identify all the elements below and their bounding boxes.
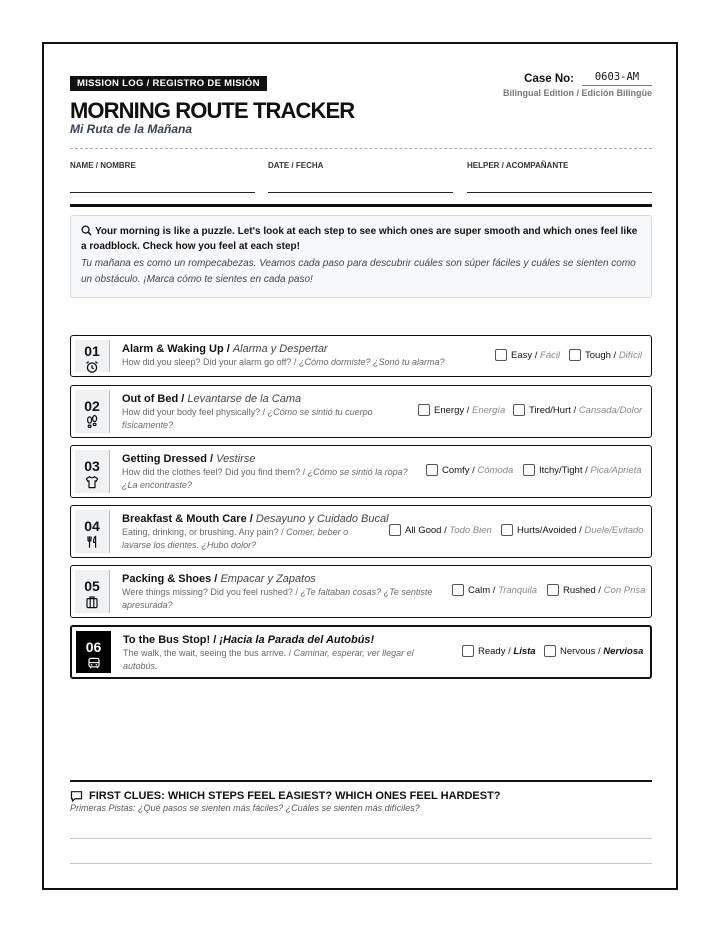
page-subtitle: Mi Ruta de la Mañana bbox=[70, 122, 193, 136]
step-number-box bbox=[76, 631, 111, 673]
step-number: 02 bbox=[84, 398, 100, 414]
step-text bbox=[123, 633, 414, 673]
worksheet-page bbox=[42, 42, 678, 890]
option-label-es: Duele/Evitado bbox=[584, 524, 644, 536]
step-text bbox=[122, 452, 408, 492]
step-question-line-2 bbox=[122, 479, 408, 492]
checkbox-square[interactable] bbox=[501, 524, 513, 536]
step-title-es: Empacar y Zapatos bbox=[220, 573, 316, 585]
step-number: 06 bbox=[85, 639, 102, 655]
alarm-clock-icon bbox=[85, 360, 99, 374]
step-number: 04 bbox=[84, 518, 100, 534]
helper-write-line bbox=[467, 192, 652, 193]
answer-line-1[interactable] bbox=[70, 838, 652, 839]
step-question-es: Caminar, esperar, ver llegar el bbox=[293, 648, 414, 658]
checkbox-square[interactable] bbox=[523, 464, 535, 476]
helper-field-label: HELPER / ACOMPAÑANTE bbox=[467, 161, 569, 170]
clues-title-text: FIRST CLUES: WHICH STEPS FEEL EASIEST? WHICH ONES FEEL HARDEST? bbox=[89, 790, 501, 802]
step-question-en: How did your body feel physically? / bbox=[122, 407, 266, 417]
header-divider bbox=[70, 148, 652, 149]
option-label-es: Difícil bbox=[618, 349, 643, 361]
step-number-box bbox=[75, 390, 110, 433]
checkbox-itchy-tight[interactable] bbox=[523, 464, 642, 476]
checkbox-ready[interactable] bbox=[462, 645, 536, 657]
step-title-en: Packing & Shoes / bbox=[122, 573, 218, 585]
option-label-en: Hurts/Avoided / bbox=[517, 524, 582, 536]
info-fields bbox=[70, 161, 652, 193]
name-write-line bbox=[70, 192, 255, 193]
checkbox-square[interactable] bbox=[462, 645, 474, 657]
step-question-es: Comer, beber o bbox=[286, 527, 349, 537]
option-label-en: Energy / bbox=[434, 404, 470, 416]
checkbox-square[interactable] bbox=[547, 584, 559, 596]
step-title-es: Levantarse de la Cama bbox=[187, 393, 302, 405]
mission-log-tag: MISSION LOG / REGISTRO DE MISIÓN bbox=[70, 76, 267, 91]
checkbox-tough[interactable] bbox=[569, 349, 642, 361]
intro-en-text: Your morning is like a puzzle. Let's look at each step to see which ones are super smooth and which ones feel like a roadblock. Check how you feel at each step! bbox=[81, 226, 638, 252]
step-number-box bbox=[75, 510, 110, 553]
shirt-icon bbox=[85, 475, 99, 489]
date-field[interactable] bbox=[268, 161, 453, 193]
step-title-en: To the Bus Stop! / bbox=[123, 634, 217, 646]
checkbox-square[interactable] bbox=[513, 404, 525, 416]
step-question-line-2 bbox=[123, 660, 414, 673]
step-question-line-2 bbox=[122, 539, 389, 552]
step-question-line-2 bbox=[122, 419, 373, 432]
step-question-line-2 bbox=[122, 599, 432, 612]
bus-icon bbox=[87, 656, 101, 670]
step-question-en: How did you sleep? Did your alarm go off? / bbox=[122, 357, 297, 367]
step-row-02 bbox=[70, 385, 652, 438]
step-question bbox=[122, 586, 432, 599]
checkbox-square[interactable] bbox=[418, 404, 430, 416]
date-write-line bbox=[268, 192, 453, 193]
step-title-en: Out of Bed / bbox=[122, 393, 185, 405]
step-question-en: Eating, drinking, or brushing. Any pain? / bbox=[122, 527, 284, 537]
step-question bbox=[122, 406, 373, 419]
step-title-es: ¡Hacia la Parada del Autobús! bbox=[219, 634, 375, 646]
option-label-en: Rushed / bbox=[563, 584, 602, 596]
option-label-es: Tranquila bbox=[498, 584, 537, 596]
option-label-es: Energía bbox=[472, 404, 506, 416]
step-title-es: Alarma y Despertar bbox=[232, 343, 328, 355]
answer-line-2[interactable] bbox=[70, 863, 652, 864]
step-row-05 bbox=[70, 565, 652, 618]
option-label-es: Todo Bien bbox=[449, 524, 492, 536]
step-number: 01 bbox=[84, 343, 100, 359]
speech-bubble-icon bbox=[70, 790, 83, 803]
checkbox-nervous[interactable] bbox=[544, 645, 643, 657]
step-text bbox=[122, 342, 445, 369]
step-question bbox=[122, 526, 389, 539]
checkbox-all-good[interactable] bbox=[389, 524, 492, 536]
checkbox-hurts-avoided[interactable] bbox=[501, 524, 644, 536]
option-label-es: Pica/Aprieta bbox=[590, 464, 642, 476]
page-title: MORNING ROUTE TRACKER bbox=[70, 98, 355, 123]
option-label-en: Itchy/Tight / bbox=[539, 464, 588, 476]
step-question-en: The walk, the wait, seeing the bus arrive. / bbox=[123, 648, 292, 658]
utensils-icon bbox=[85, 535, 99, 549]
option-label-en: Nervous / bbox=[560, 645, 601, 657]
case-number-field[interactable]: 0603-AM bbox=[582, 70, 652, 86]
clues-heading bbox=[70, 789, 501, 803]
backpack-icon bbox=[85, 595, 99, 609]
footprints-icon bbox=[85, 415, 99, 429]
step-question-es-cont: autobús. bbox=[123, 661, 158, 671]
checkbox-square[interactable] bbox=[389, 524, 401, 536]
step-title bbox=[122, 342, 445, 356]
option-label-en: Tired/Hurt / bbox=[529, 404, 577, 416]
step-question-en: Were things missing? Did you feel rushed? / bbox=[122, 587, 298, 597]
checkbox-easy[interactable] bbox=[495, 349, 560, 361]
checkbox-calm[interactable] bbox=[452, 584, 537, 596]
option-label-en: Easy / bbox=[511, 349, 538, 361]
step-title bbox=[122, 572, 432, 586]
intro-box bbox=[70, 215, 652, 298]
section-divider bbox=[70, 204, 652, 207]
date-field-label: DATE / FECHA bbox=[268, 161, 324, 170]
step-question-es-cont: físicamente? bbox=[122, 420, 174, 430]
option-label-es: Lista bbox=[513, 645, 536, 657]
step-question-es: ¿Te faltaban cosas? ¿Te sentiste bbox=[300, 587, 433, 597]
checkbox-square[interactable] bbox=[452, 584, 464, 596]
option-label-es: Fácil bbox=[540, 349, 561, 361]
clues-divider bbox=[70, 780, 652, 782]
step-question-es-cont: lavarse los dientes. ¿Hubo dolor? bbox=[122, 540, 257, 550]
step-question bbox=[122, 466, 408, 479]
option-label-es: Cómoda bbox=[477, 464, 514, 476]
checkbox-square[interactable] bbox=[495, 349, 507, 361]
option-label-en: Comfy / bbox=[442, 464, 475, 476]
step-text bbox=[122, 572, 432, 612]
checkbox-square[interactable] bbox=[569, 349, 581, 361]
case-number bbox=[524, 70, 652, 86]
checkbox-energy[interactable] bbox=[418, 404, 505, 416]
search-icon bbox=[81, 225, 92, 236]
name-field-label: NAME / NOMBRE bbox=[70, 161, 136, 170]
step-title-es: Desayuno y Cuidado Bucal bbox=[255, 513, 389, 525]
step-title bbox=[122, 512, 389, 526]
option-label-es: Cansada/Dolor bbox=[578, 404, 643, 416]
option-label-es: Con Prisa bbox=[603, 584, 646, 596]
step-title bbox=[122, 392, 373, 406]
step-row-06 bbox=[70, 625, 652, 679]
edition-note: Bilingual Edition / Edición Bilingüe bbox=[503, 88, 652, 98]
step-number: 03 bbox=[84, 458, 100, 474]
step-question-es: ¿Cómo se sintió tu cuerpo bbox=[267, 407, 373, 417]
step-question-es-cont: apresurada? bbox=[122, 600, 173, 610]
step-question bbox=[123, 647, 414, 660]
step-text bbox=[122, 392, 373, 432]
intro-text-en bbox=[81, 224, 641, 254]
step-title-en: Breakfast & Mouth Care / bbox=[122, 513, 253, 525]
step-question-es: ¿Cómo dormiste? ¿Sonó tu alarma? bbox=[298, 357, 445, 367]
step-title-es: Vestirse bbox=[216, 453, 256, 465]
checkbox-rushed[interactable] bbox=[547, 584, 645, 596]
step-question-en: How did the clothes feel? Did you find them? / bbox=[122, 467, 306, 477]
step-question bbox=[122, 356, 445, 369]
step-number-box bbox=[75, 570, 110, 613]
case-label: Case No: bbox=[524, 73, 574, 85]
step-row-03 bbox=[70, 445, 652, 498]
step-row-04 bbox=[70, 505, 652, 558]
step-number-box bbox=[75, 340, 110, 372]
step-question-es-cont: ¿La encontraste? bbox=[122, 480, 193, 490]
step-question-es: ¿Cómo se sintió la ropa? bbox=[307, 467, 408, 477]
checkbox-comfy[interactable] bbox=[426, 464, 513, 476]
step-text bbox=[122, 512, 389, 552]
option-label-en: All Good / bbox=[405, 524, 447, 536]
helper-field[interactable] bbox=[467, 161, 652, 193]
intro-text-es: Tu mañana es como un rompecabezas. Veamos cada paso para descubrir cuáles son súper fáciles y cuáles se sienten como un obstáculo. ¡Marca cómo te sientes en cada paso! bbox=[81, 258, 636, 285]
step-title-en: Alarm & Waking Up / bbox=[122, 343, 230, 355]
checkbox-tired-hurt[interactable] bbox=[513, 404, 642, 416]
step-number: 05 bbox=[84, 578, 100, 594]
step-title bbox=[122, 452, 408, 466]
checkbox-square[interactable] bbox=[426, 464, 438, 476]
name-field[interactable] bbox=[70, 161, 255, 193]
option-label-en: Ready / bbox=[478, 645, 511, 657]
option-label-en: Tough / bbox=[585, 349, 617, 361]
clues-subtitle: Primeras Pistas: ¿Qué pasos se sienten más fáciles? ¿Cuáles se sienten más difíciles? bbox=[70, 803, 420, 813]
step-title-en: Getting Dressed / bbox=[122, 453, 214, 465]
step-title bbox=[123, 633, 414, 647]
step-number-box bbox=[75, 450, 110, 493]
option-label-en: Calm / bbox=[468, 584, 496, 596]
option-label-es: Nerviosa bbox=[603, 645, 644, 657]
checkbox-square[interactable] bbox=[544, 645, 556, 657]
step-row-01 bbox=[70, 335, 652, 377]
